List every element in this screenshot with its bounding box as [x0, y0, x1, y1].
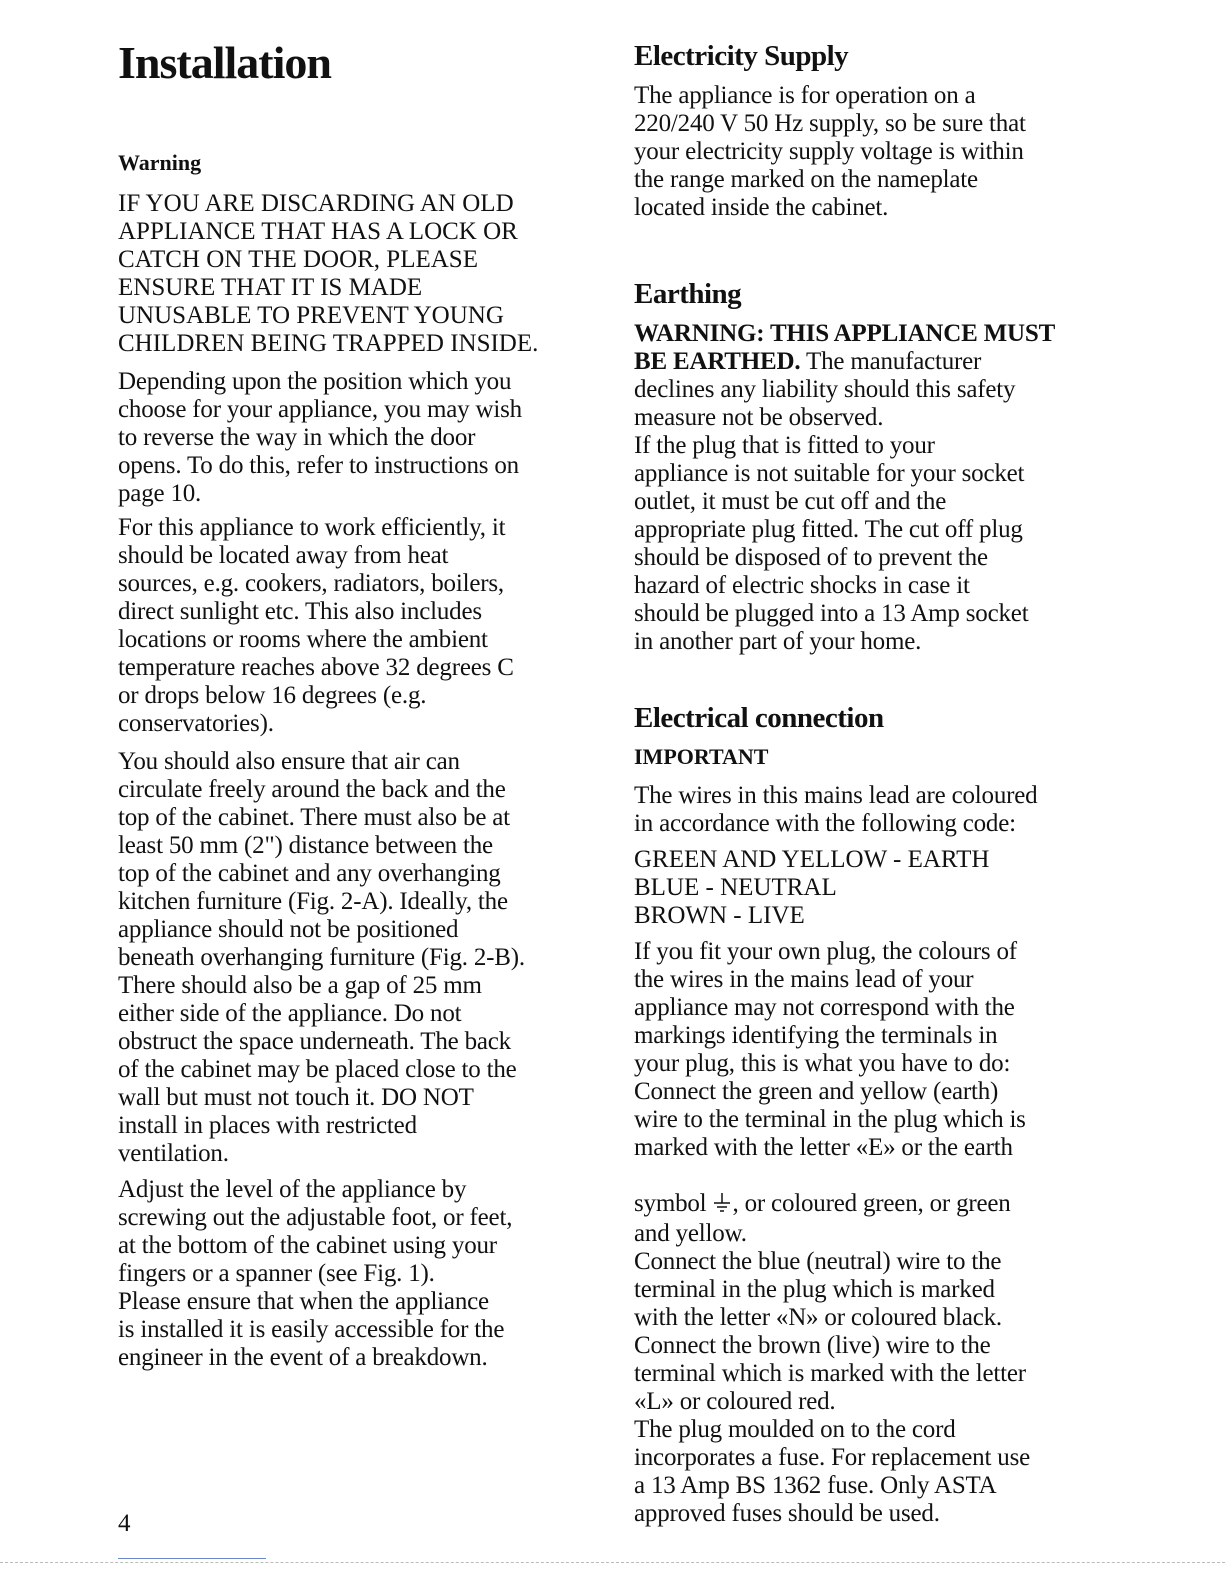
- location-paragraph: For this appliance to work efficiently, it should be located away from heat sources, e.g. cookers, radiators, boilers, direct sunlight etc. This also includes locations or rooms where the ambient temperature reaches above 32 degrees C or drops below 16 degrees (e.g. conservatories).: [118, 514, 514, 737]
- fit-plug-tail: and yellow. Connect the blue (neutral) wire to the terminal in the plug which is marked with the letter «N» or coloured black. Connect the brown (live) wire to the terminal which is marked with the letter «L» or coloured red. The plug moulded on to the cord incorporates a fuse. For replacement use a 13 Amp BS 1362 fuse. Only ASTA approved fuses should be used.: [634, 1220, 1031, 1527]
- warning-heading: Warning: [118, 150, 202, 175]
- symbol-prefix: symbol: [634, 1190, 713, 1217]
- code-live: BROWN - LIVE: [634, 902, 805, 929]
- electrical-connection-heading: Electrical connection: [634, 702, 884, 734]
- ventilation-paragraph: You should also ensure that air can circulate freely around the back and the top of the cabinet. There must also be at least 50 mm (2") distance between the top of the cabinet and any overhanging kitchen furniture (Fig. 2-A). Ideally, the appliance should not be positioned beneath overhanging furniture (Fig. 2-B). There should also be a gap of 25 mm either side of the appliance. Do not obstruct the space underneath. The back of the cabinet may be placed close to the wall but must not touch it. DO NOT install in places with restricted ventilation.: [118, 748, 525, 1167]
- earthing-heading: Earthing: [634, 278, 742, 310]
- levelling-paragraph: Adjust the level of the appliance by screwing out the adjustable foot, or feet, at the bottom of the cabinet using your fingers or a spanner (see Fig. 1). Please ensure that when the appliance is installed it is easily accessible for the engineer in the event of a breakdown.: [118, 1176, 513, 1371]
- electricity-supply-heading: Electricity Supply: [634, 40, 849, 72]
- electricity-supply-text: The appliance is for operation on a 220/240 V 50 Hz supply, so be sure that your electricity supply voltage is within the range marked on the nameplate located inside the cabinet.: [634, 82, 1026, 221]
- symbol-suffix: , or coloured green, or green: [732, 1190, 1011, 1217]
- door-reversal-paragraph: Depending upon the position which you choose for your appliance, you may wish to reverse the way in which the door opens. To do this, refer to instructions on page 10.: [118, 368, 522, 507]
- earthing-warning: [634, 320, 1055, 656]
- earthing-warning-line2: BE EARTHED.: [634, 348, 801, 375]
- important-heading: IMPORTANT: [634, 744, 769, 769]
- page-number: 4: [118, 1510, 131, 1537]
- footer-link-underline: [118, 1558, 266, 1559]
- earth-symbol-icon: [712, 1191, 732, 1220]
- fit-plug-instructions: [634, 938, 1030, 1528]
- page-title: Installation: [118, 37, 331, 88]
- fit-plug-text: If you fit your own plug, the colours of the wires in the mains lead of your appliance may not correspond with the markings identifying the terminals in your plug, this is what you have to do: Connect the green and yellow (earth) wire to the terminal in the plug which is marked with the letter «E» or the earth: [634, 938, 1026, 1161]
- earthing-text: declines any liability should this safety measure not be observed. If the plug that is fitted to your appliance is not suitable for your socket outlet, it must be cut off and the appropriate plug fitted. The cut off plug should be disposed of to prevent the hazard of electric shocks in case it should be plugged into a 13 Amp socket in another part of your home.: [634, 376, 1029, 655]
- code-neutral: BLUE - NEUTRAL: [634, 874, 837, 901]
- wire-colour-code: [634, 846, 989, 930]
- warning-text: IF YOU ARE DISCARDING AN OLD APPLIANCE THAT HAS A LOCK OR CATCH ON THE DOOR, PLEASE ENSURE THAT IT IS MADE UNUSABLE TO PREVENT YOUNG CHILDREN BEING TRAPPED INSIDE.: [118, 190, 539, 357]
- code-earth: GREEN AND YELLOW - EARTH: [634, 846, 990, 873]
- earthing-warning-inline-text: The manufacturer: [800, 348, 982, 375]
- earthing-warning-line1: WARNING: THIS APPLIANCE MUST: [634, 320, 1056, 347]
- page-bottom-rule: [0, 1562, 1225, 1563]
- wires-intro-text: The wires in this mains lead are coloured in accordance with the following code:: [634, 782, 1038, 837]
